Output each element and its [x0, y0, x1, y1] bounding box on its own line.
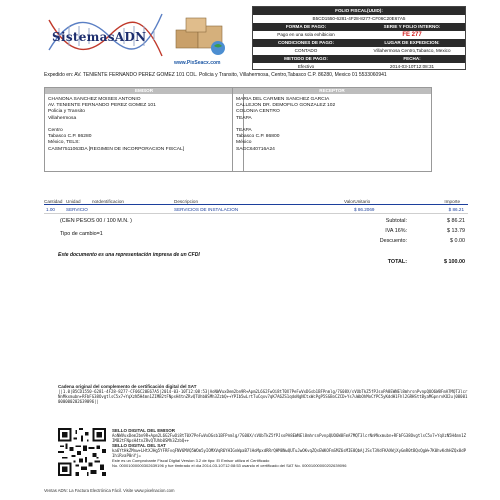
forma-pago-label: FORMA DE PAGO: — [285, 24, 327, 29]
fecha-value: 2014-03-10T12:08:31 — [389, 64, 435, 69]
company-logo — [44, 6, 234, 66]
lugar-value: Villahermosa Centro,Tabasco, Mexico — [373, 48, 451, 53]
emisor-line: Tabasco C.P. 86280 — [48, 134, 92, 140]
col-unidad: Unidad — [66, 199, 81, 204]
condiciones-label: CONDICIONES DE PAGO: — [277, 40, 335, 45]
iva-value: $ 13.79 — [447, 228, 465, 234]
cadena-original — [58, 384, 468, 404]
col-descripcion: Descripcion — [174, 199, 198, 204]
row-cantidad: 1.00 — [46, 207, 55, 212]
emisor-line: AV. TENIENTE FERNANDO PEREZ GOMEZ 101 — [48, 103, 156, 109]
timbrado-note: No. 00001000000302639196 y fue timbrado el día 2014-03-10T12:08:53 usando el certificado del SAT No. 00001000000202639096 — [112, 463, 347, 468]
qr-code-icon — [58, 428, 106, 476]
iva-row — [320, 228, 465, 238]
sellos-block — [112, 428, 468, 468]
emisor-box — [44, 87, 244, 172]
row-valor: $ 86.2069 — [354, 207, 375, 212]
logo-text: SistemasADN — [52, 30, 147, 44]
receptor-line: CALLEJON DR. DEMOFILO GONZALEZ 102 — [236, 103, 336, 109]
subtotal-value: $ 86.21 — [447, 218, 465, 224]
boxes-icon — [172, 16, 228, 56]
cadena-title: Cadena original del complemento de certificación digital del SAT — [58, 384, 197, 389]
metodo-value: Efectivo — [297, 64, 315, 69]
total-label: TOTAL: — [387, 259, 407, 265]
footer-text: Ventas ADN: La Factura Electrónica Fácil. Visite www.pixelnacion.com — [44, 488, 175, 493]
expedido-en: Expedido en: AV. TENIENTE FERNANDO PEREZ GOMEZ 101 COL. Policia y Transito, Villahermosa, Centro,Tabasco C.P. 86280, Mexico 01 5533060941 — [44, 72, 387, 78]
sello-emisor-title: SELLO DIGITAL DEL EMISOR — [112, 428, 176, 433]
receptor-line: MARIA DEL CARMEN SANCHEZ GARCIA — [236, 97, 330, 102]
condiciones-value: CONTADO — [294, 48, 318, 53]
cfdi-note: Este documento es una representación impresa de un CFDI — [58, 252, 200, 258]
serie-folio-label: SERIE Y FOLIO INTERNO: — [383, 24, 441, 29]
col-valor: ValorUnitario — [344, 199, 371, 204]
iva-label: IVA 16%: — [385, 228, 407, 234]
receptor-line: COLONIA CENTRO — [236, 109, 280, 115]
total-row — [320, 259, 465, 269]
cadena-text: ||1.0|B5CD1550-6281-4F28-8277-CF06C20E67A5|2014-03-10T12:08:53|AoNWVuxDem2bn9R+Apm2L6G2FwOi8tT0X7PeFwVxDGsb1BFPnmlg/7G08X/sVUbTkZ5fPJsoPA8EWNEl8mhrsnPvnpQUO6W8FmA7MQT3lcrNnMkxmubn+RFbFG38OvgtlsC5x7+YqXzN5H4mn1ZIMB2tFNpsH4tnZRvQTUhb0SMh3ZzbQ++YPIb5wLrtTuCqxv7qK7A6ZS1qdoNgNCtxWcPgP5SGBoCZCD+Ys7uWbOhMoCfPC5yKddH1Fhl2GRHSttByaMGpnrvKO2u|00001000000202639096|| — [58, 389, 468, 404]
row-importe: $ 86.21 — [448, 207, 464, 212]
emisor-header: EMISOR — [45, 88, 243, 94]
fiscal-info-box — [252, 6, 466, 70]
receptor-box — [232, 87, 432, 172]
receptor-line: TEAPA — [236, 128, 252, 134]
items-table — [44, 198, 468, 214]
folio-fiscal-value: B5CD1550-6281-4F28-8277-CF06C20E67A5 — [312, 16, 406, 21]
total-value: $ 100.00 — [444, 259, 465, 265]
emisor-line: Policia y Transito — [48, 109, 85, 115]
col-noid: noIdentificacion — [92, 199, 124, 204]
sello-sat-title: SELLO DIGITAL DEL SAT — [112, 443, 166, 448]
subtotal-label: Subtotal: — [385, 218, 407, 224]
emisor-line: CHANONA SANCHEZ MOISES ANTONIO — [48, 97, 141, 102]
subtotal-row — [320, 218, 465, 228]
forma-pago-value: Pago en una sola exhibicion — [277, 32, 335, 37]
table-row — [44, 205, 468, 214]
emisor-line: CASM7511063DA [REGIMEN DE INCORPORACION FISCAL] — [48, 146, 185, 152]
sello-sat-text: ka6YtHkZMnw+LHtXJHg5YFRFvqFNV6MVQ5WOm5yIOMXVqR6YHIGnWpaB7lHoMpxdRRrQHM8NwQUTuJwOKvqZQsEWKOFmSMZ6sMIE8QbAjJSsT3VdFKAXWjXyGmR0tBQsQgW+7K0hvKdhHZQx8dP1hiRvaP0nYj= — [112, 448, 467, 458]
emisor-line: Centro — [48, 128, 63, 134]
row-unidad: SERVICIO — [66, 207, 88, 212]
sello-emisor-text: AoNWVuxDem2bn9R+Apm2L6G2FwOi8tT0X7PeFwVxDGsb1BFPnmlg/7G08X/sVUbTkZ5fPJsoPA8EWNEl8mhrsnPvnpQUO6W8FmA7MQT3lcrNnMkxmubn+RFbFG38OvgtlsC5x7+YqXzN5H4mn1ZIMB2tFNpsH4tnZRvQTUhb0SMh3ZzbQ++ — [112, 433, 467, 443]
receptor-line: SAGC640716A24 — [236, 146, 275, 152]
col-importe: Importe — [444, 199, 460, 204]
receptor-line: TEAPA — [236, 115, 252, 121]
descuento-value: $ 0.00 — [450, 238, 465, 244]
tipo-cambio: Tipo de cambio=1 — [60, 231, 103, 237]
descuento-label: Descuento: — [379, 238, 407, 244]
importe-letras: (CIEN PESOS 00 / 100 M.N. ) — [60, 218, 132, 224]
comprobante-note: Este es un Comprobante Fiscal Digital Version 3.2 de tipo: El Emisor utiliza el Certificado — [112, 458, 270, 463]
serie-folio-value: FE 277 — [402, 32, 422, 38]
col-cantidad: Cantidad — [44, 199, 63, 204]
row-descripcion: SERVICIOS DE INSTALACION — [174, 207, 239, 212]
receptor-line: Tabasco C.P. 86800 — [236, 134, 280, 140]
folio-fiscal-label: FOLIO FISCAL(UUID): — [253, 7, 465, 15]
descuento-row — [320, 238, 465, 248]
logo-url: www.PixSeacx.com — [174, 60, 221, 66]
lugar-label: LUGAR DE EXPEDICION: — [384, 40, 440, 45]
metodo-label: METODO DE PAGO: — [284, 56, 328, 61]
receptor-line: México — [236, 140, 252, 146]
fecha-label: FECHA: — [403, 56, 421, 61]
items-header — [44, 198, 468, 205]
totals-block — [320, 218, 465, 248]
receptor-header: RECEPTOR — [233, 88, 431, 94]
emisor-line: México, TELS: — [48, 140, 80, 146]
emisor-line: Villahermosa — [48, 115, 77, 121]
